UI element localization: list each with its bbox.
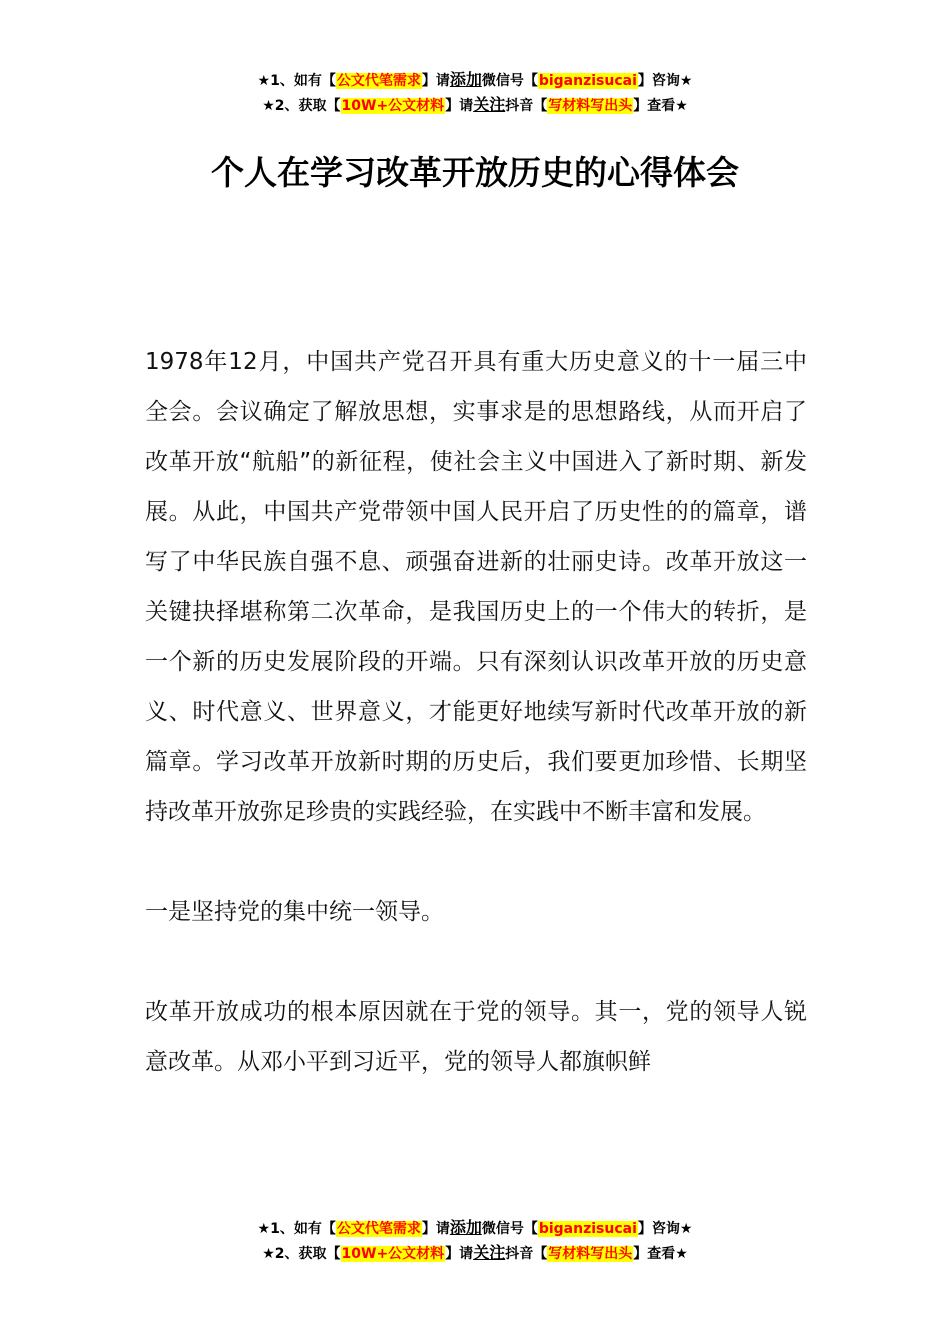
banner-emphasis: 关注 (473, 1243, 506, 1262)
banner-highlight: biganzisucai (538, 1221, 637, 1237)
banner-text: 2、获取【 (274, 98, 341, 114)
header-banner (0, 68, 950, 118)
banner-text: 抖音【 (505, 1246, 548, 1262)
section-heading: 一是坚持党的集中统一领导。 (145, 899, 444, 925)
banner-highlight: 写材料写出头 (548, 98, 633, 114)
document-body-viewport (0, 337, 950, 1190)
banner-text: 】请 (421, 73, 450, 89)
banner-text: 微信号【 (481, 73, 538, 89)
document-body (145, 337, 807, 1087)
star-icon: ★ (257, 1221, 271, 1237)
banner-emphasis: 关注 (473, 95, 506, 114)
paragraph: 改革开放成功的根本原因就在于党的领导。其一，党的领导人锐意改革。从邓小平到习近平，党的领导人都旗帜鲜 (145, 999, 807, 1075)
banner-text: 】请 (445, 98, 474, 114)
banner-highlight: biganzisucai (538, 73, 637, 89)
banner-text: 】请 (445, 1246, 474, 1262)
star-icon: ★ (262, 1246, 275, 1262)
banner-text: 】咨询★ (637, 1221, 693, 1237)
banner-line-1 (0, 1216, 950, 1241)
banner-text: 抖音【 (505, 98, 548, 114)
banner-text: 】请 (421, 1221, 450, 1237)
paragraph: 1978年12月，中国共产党召开具有重大历史意义的十一届三中全会。会议确定了解放思想，实事求是的思想路线，从而开启了改革开放“航船”的新征程，使社会主义中国进入了新时期、新发展。从此，中国共产党带领中国人民开启了历史性的的篇章，谱写了中华民族自强不息、顽强奋进新的壮丽史诗。改革开放这一关键抉择堪称第二次革命，是我国历史上的一个伟大的转折，是一个新的历史发展阶段的开端。只有深刻认识改革开放的历史意义、时代意义、世界意义，才能更好地续写新时代改革开放的新篇章。学习改革开放新时期的历史后，我们要更加珍惜、长期坚持改革开放弥足珍贵的实践经验，在实践中不断丰富和发展。 (145, 349, 807, 825)
banner-line-2 (0, 93, 950, 118)
star-icon: ★ (257, 73, 271, 89)
footer-banner (0, 1216, 950, 1266)
banner-text: 】查看★ (633, 98, 688, 114)
star-icon: ★ (262, 98, 275, 114)
banner-text: 1、如有【 (270, 73, 336, 89)
banner-highlight: 10W+公文材料 (341, 1246, 445, 1262)
banner-text: 2、获取【 (274, 1246, 341, 1262)
banner-text: 】查看★ (633, 1246, 688, 1262)
banner-line-2 (0, 1241, 950, 1266)
banner-highlight: 公文代笔需求 (336, 73, 421, 89)
banner-highlight: 写材料写出头 (548, 1246, 633, 1262)
banner-highlight: 公文代笔需求 (336, 1221, 421, 1237)
banner-emphasis: 添加 (449, 70, 482, 89)
banner-highlight: 10W+公文材料 (341, 98, 445, 114)
paragraph-spacer (145, 837, 807, 887)
banner-text: 】咨询★ (637, 73, 693, 89)
banner-line-1 (0, 68, 950, 93)
banner-text: 微信号【 (481, 1221, 538, 1237)
banner-emphasis: 添加 (449, 1218, 482, 1237)
banner-text: 1、如有【 (270, 1221, 336, 1237)
page-title: 个人在学习改革开放历史的心得体会 (211, 153, 739, 192)
paragraph-spacer (145, 937, 807, 987)
